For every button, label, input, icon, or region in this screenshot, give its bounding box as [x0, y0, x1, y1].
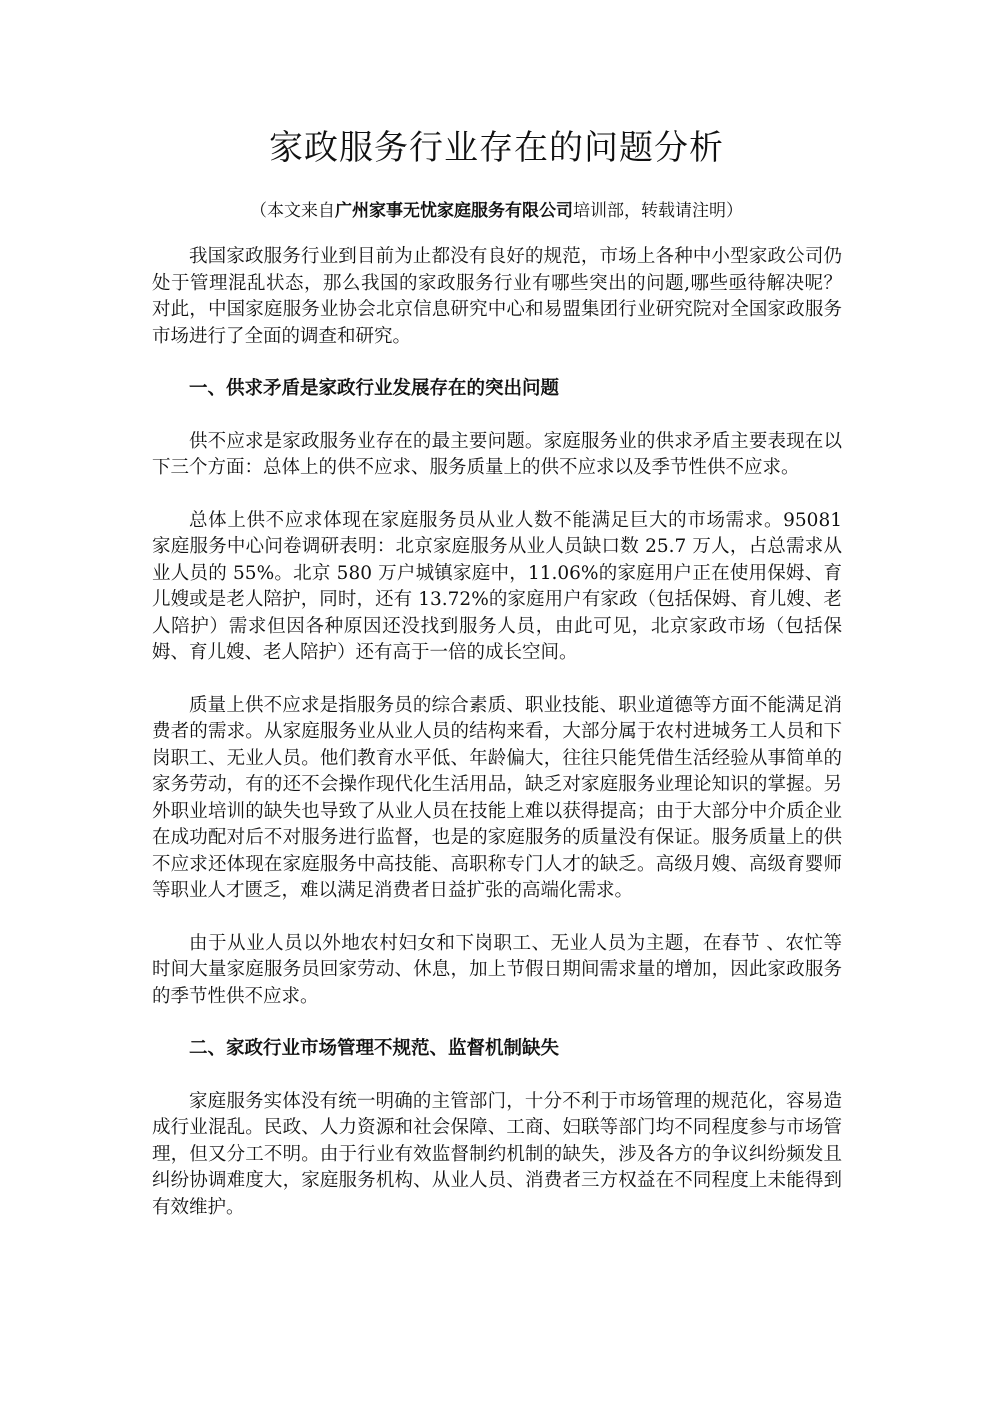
source-note-prefix: （本文来自: [250, 201, 335, 221]
section-1-paragraph: 质量上供不应求是指服务员的综合素质、职业技能、职业道德等方面不能满足消费者的需求。从家庭服务业从业人员的结构来看，大部分属于农村进城务工人员和下岗职工、无业人员。他们教育水平低、年龄偏大，往往只能凭借生活经验从事简单的家务劳动，有的还不会操作现代化生活用品，缺乏对家庭服务业理论知识的掌握。另外职业培训的缺失也导致了从业人员在技能上难以获得提高；由于大部分中介质企业在成功配对后不对服务进行监督，也是的家庭服务的质量没有保证。服务质量上的供不应求还体现在家庭服务中高技能、高职称专门人才的缺乏。高级月嫂、高级育婴师等职业人才匮乏，难以满足消费者日益扩张的高端化需求。: [152, 694, 842, 901]
document-body: [152, 244, 842, 1247]
section-1-heading: 一、供求矛盾是家政行业发展存在的突出问题: [189, 378, 560, 399]
document-title: 家政服务行业存在的问题分析: [269, 128, 724, 168]
section-1-paragraph: 供不应求是家政服务业存在的最主要问题。家庭服务业的供求矛盾主要表现在以下三个方面：总体上的供不应求、服务质量上的供不应求以及季节性供不应求。: [152, 430, 842, 478]
document-source-note: [0, 196, 993, 221]
section-1-paragraph: 由于从业人员以外地农村妇女和下岗职工、无业人员为主题，在春节 、农忙等时间大量家庭服务员回家劳动、休息，加上节假日期间需求量的增加，因此家政服务的季节性供不应求。: [152, 932, 842, 1007]
section-2-heading: 二、家政行业市场管理不规范、监督机制缺失: [189, 1038, 560, 1059]
source-note-suffix: 培训部，转载请注明）: [573, 201, 743, 221]
intro-paragraph: 我国家政服务行业到目前为止都没有良好的规范，市场上各种中小型家政公司仍处于管理混乱状态，那么我国的家政服务行业有哪些突出的问题,哪些亟待解决呢？对此，中国家庭服务业协会北京信息研究中心和易盟集团行业研究院对全国家政服务市场进行了全面的调查和研究。: [152, 246, 842, 347]
section-1-paragraph: 总体上供不应求体现在家庭服务员从业人数不能满足巨大的市场需求。95081 家庭服务中心问卷调研表明：北京家庭服务从业人员缺口数 25.7 万人，占总需求从业人员的 55%。北京 580 万户城镇家庭中，11.06%的家庭用户正在使用保姆、育儿嫂或是老人陪护，同时，还有 13.72%的家庭用户有家政（包括保姆、育儿嫂、老人陪护）需求但因各种原因还没找到服务人员，由此可见，北京家政市场（包括保姆、育儿嫂、老人陪护）还有高于一倍的成长空间。: [152, 509, 842, 663]
source-company-name: 广州家事无忧家庭服务有限公司: [335, 201, 573, 221]
section-2-paragraph: 家庭服务实体没有统一明确的主管部门，十分不利于市场管理的规范化，容易造成行业混乱。民政、人力资源和社会保障、工商、妇联等部门均不同程度参与市场管理，但又分工不明。由于行业有效监督制约机制的缺失，涉及各方的争议纠纷频发且纠纷协调难度大，家庭服务机构、从业人员、消费者三方权益在不同程度上未能得到有效维护。: [152, 1090, 842, 1218]
